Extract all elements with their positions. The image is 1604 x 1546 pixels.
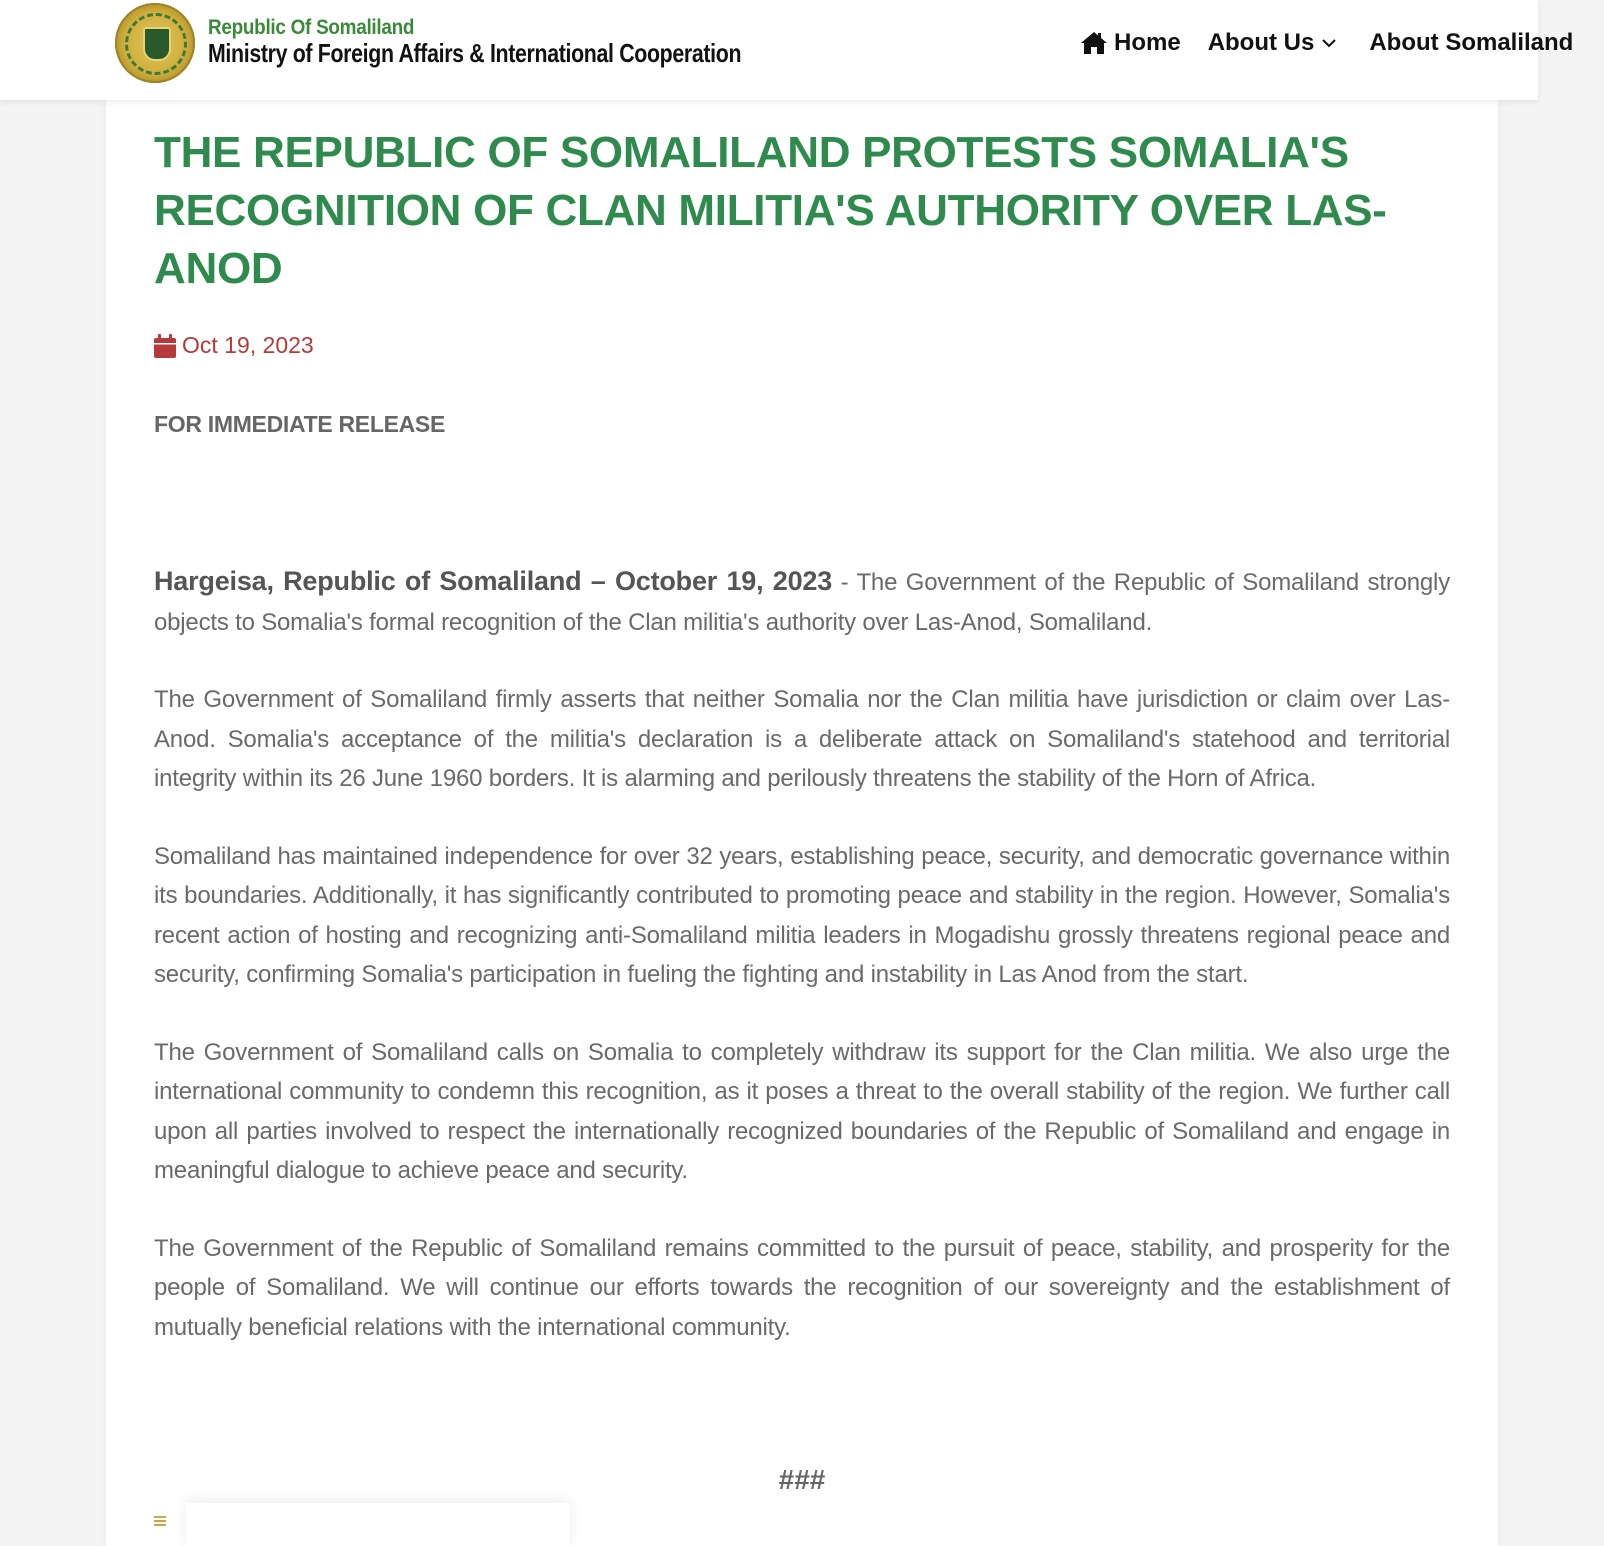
site-header <box>0 0 1574 100</box>
shield-icon <box>143 27 171 61</box>
article-date-text: Oct 19, 2023 <box>182 332 314 358</box>
main-nav <box>1080 26 1600 60</box>
home-icon <box>1080 31 1108 55</box>
list-icon[interactable] <box>154 1516 166 1528</box>
end-marker: ### <box>778 1464 826 1495</box>
chevron-down-icon <box>1322 38 1336 48</box>
paragraph-1 <box>154 562 1450 642</box>
release-label: FOR IMMEDIATE RELEASE <box>154 411 446 437</box>
nav-about-us-label: About Us <box>1207 29 1315 56</box>
nav-about-us-dropdown[interactable] <box>1208 29 1343 57</box>
paragraph-3: Somaliland has maintained independence for over 32 years, establishing peace, security, and democratic governance within its boundaries. Additionally, it has significantly contributed to promoting peace and stability in the region. However, Somalia's recent action of hosting and recognizing anti-Somaliland militia leaders in Mogadishu grossly threatens regional peace and security, confirming Somalia's participation in fueling the fighting and instability in Las Anod from the start. <box>154 842 1450 988</box>
paragraph-5: The Government of the Republic of Somaliland remains committed to the pursuit of peace, stability, and prosperity for the people of Somaliland. We will continue our efforts towards the recognition of our sovereignty and the establishment of mutually beneficial relations with the international community. <box>154 1234 1450 1341</box>
nav-home-label: Home <box>1114 29 1181 56</box>
article-title: THE REPUBLIC OF SOMALILAND PROTESTS SOMALIA'S RECOGNITION OF CLAN MILITIA'S AUTHORITY OVER LAS-ANOD <box>154 128 1387 293</box>
article-date <box>154 332 314 359</box>
brand-country-name[interactable]: Republic Of Somaliland <box>208 16 415 39</box>
article-dateline: Hargeisa, Republic of Somaliland – October 19, 2023 <box>154 566 833 596</box>
nav-home-link[interactable] <box>1080 29 1181 57</box>
paragraph-2: The Government of Somaliland firmly asserts that neither Somalia nor the Clan militia have jurisdiction or claim over Las-Anod. Somalia's acceptance of the militia's declaration is a deliberate attack on Somaliland's statehood and territorial integrity within its 26 June 1960 borders. It is alarming and perilously threatens the stability of the Horn of Africa. <box>154 686 1450 792</box>
article-body <box>154 562 1450 1385</box>
nav-about-somaliland-link[interactable] <box>1369 29 1573 57</box>
calendar-icon <box>154 334 176 358</box>
nav-about-somaliland-label: About Somaliland <box>1369 29 1574 56</box>
paragraph-4: The Government of Somaliland calls on Somalia to completely withdraw its support for the Clan militia. We also urge the international community to condemn this recognition, as it poses a threat to the overall stability of the region. We further call upon all parties involved to respect the internationally recognized boundaries of the Republic of Somaliland and engage in meaningful dialogue to achieve peace and security. <box>154 1038 1450 1184</box>
floating-widget-panel[interactable] <box>186 1503 570 1546</box>
ministry-seal-logo[interactable] <box>115 3 195 83</box>
brand-ministry-name[interactable]: Ministry of Foreign Affairs & International Cooperation <box>208 38 742 68</box>
paragraph-1-text: - The Government of the Republic of Somaliland strongly objects to Somalia's formal recognition of the Clan militia's authority over Las-Anod, Somaliland. <box>154 569 1450 636</box>
